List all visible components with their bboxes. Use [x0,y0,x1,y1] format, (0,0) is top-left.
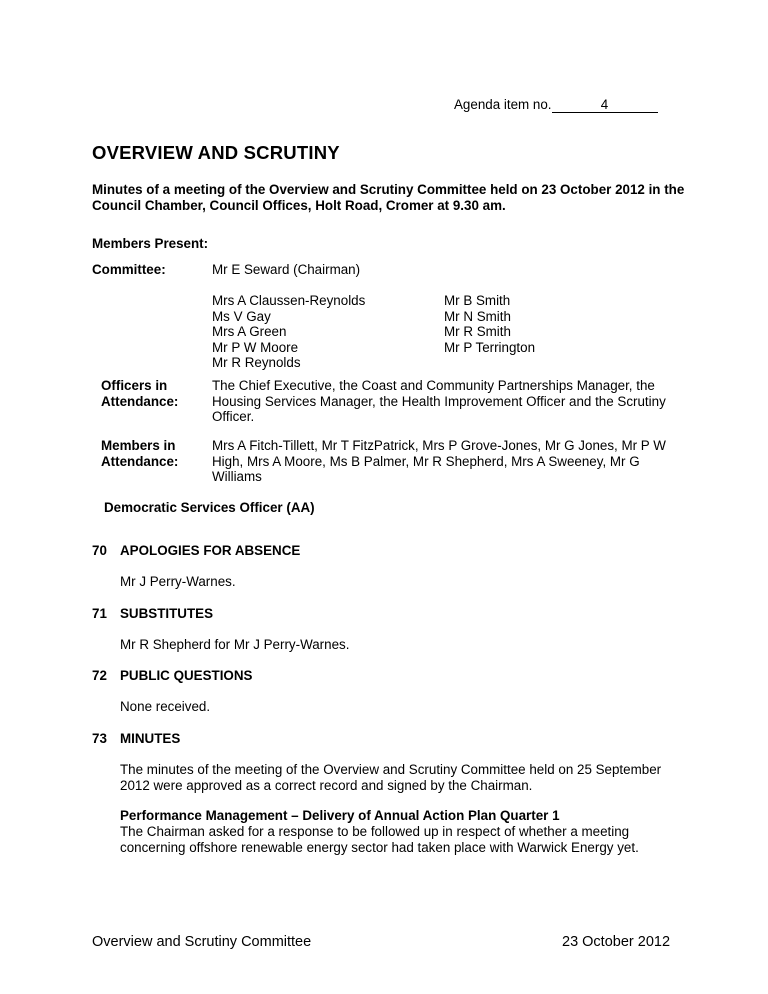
committee-members-col2 [444,293,535,355]
footer-date: 23 October 2012 [562,934,671,950]
members-present-heading: Members Present: [92,236,209,251]
subsection-heading: Performance Management – Delivery of Annual Action Plan Quarter 1 [120,808,560,823]
agenda-item-number [454,97,680,113]
item-number: 72 [92,668,107,683]
officers-text: The Chief Executive, the Coast and Community Partnerships Manager, the Housing Services Manager, the Health Improvement Officer and the Scrutiny Officer. [212,378,666,424]
item-body: Mr R Shepherd for Mr J Perry-Warnes. [120,637,350,652]
committee-chairman: Mr E Seward (Chairman) [212,262,361,277]
item-number: 70 [92,543,107,558]
committee-member: Mrs A Claussen-Reynolds [212,293,366,308]
item-body: Mr J Perry-Warnes. [120,574,236,589]
agenda-number: 4 [552,98,658,113]
item-heading [92,606,213,622]
item-title: PUBLIC QUESTIONS [120,668,253,683]
mia-label-line2: Attendance: [101,453,179,469]
footer-committee: Overview and Scrutiny Committee [92,934,312,950]
officers-label-line1: Officers in [101,378,168,393]
item-heading [92,543,300,559]
item-title: SUBSTITUTES [120,606,213,621]
committee-member: Mr P W Moore [212,339,299,355]
committee-member: Mr B Smith [444,293,511,308]
item-number: 73 [92,731,107,746]
members-in-attendance-label [101,438,201,469]
item-title: APOLOGIES FOR ABSENCE [120,543,301,558]
item-body: None received. [120,699,211,714]
committee-member: Mr N Smith [444,308,511,324]
democratic-services-officer: Democratic Services Officer (AA) [104,500,315,515]
committee-member: Mr R Reynolds [212,355,301,370]
committee-member: Mr R Smith [444,324,511,339]
committee-member: Mr P Terrington [444,339,536,355]
item-body: The minutes of the meeting of the Overview and Scrutiny Committee held on 25 September 2012 were approved as a correct record and signed by the Chairman. [120,762,662,793]
item-number: 71 [92,606,107,621]
committee-member: Mrs A Green [212,324,287,339]
subsection-body: The Chairman asked for a response to be followed up in respect of whether a meeting concerning offshore renewable energy sector had taken place with Warwick Energy yet. [120,824,639,855]
mia-label-line1: Members in [101,438,176,453]
item-title: MINUTES [120,731,181,746]
officers-label-line2: Attendance: [101,393,179,409]
item-heading [92,731,180,747]
members-in-attendance-text: Mrs A Fitch-Tillett, Mr T FitzPatrick, Mrs P Grove-Jones, Mr G Jones, Mr P W High, Mrs A Moore, Ms B Palmer, Mr R Shepherd, Mrs A Sweeney, Mr G Williams [212,438,666,484]
committee-member: Ms V Gay [212,308,271,324]
committee-label: Committee: [92,262,166,277]
agenda-prefix: Agenda item no. [454,97,552,112]
committee-members-col1 [212,293,365,371]
item-heading [92,668,252,684]
meeting-intro: Minutes of a meeting of the Overview and Scrutiny Committee held on 23 October 2012 in the Council Chamber, Council Offices, Holt Road, Cromer at 9.30 am. [92,182,685,213]
page-title: OVERVIEW AND SCRUTINY [92,142,340,163]
officers-label [101,378,201,409]
